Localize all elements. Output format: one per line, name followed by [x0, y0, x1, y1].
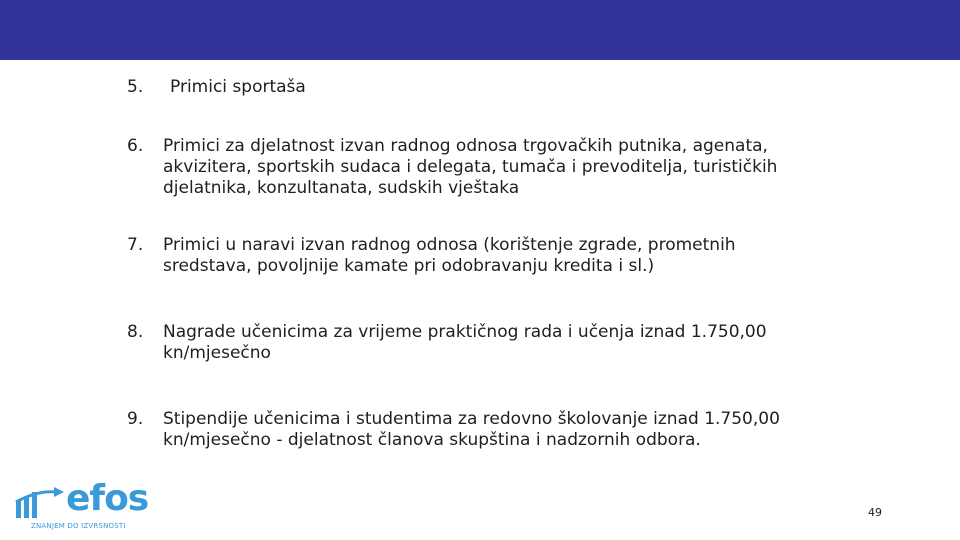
efos-logo	[14, 478, 154, 534]
bar-chart-arrow-icon	[14, 486, 70, 522]
item-text: Primici sportaša	[170, 77, 306, 97]
item-number: 5.	[127, 77, 144, 97]
item-number: 9.	[127, 409, 144, 429]
page-number: 49	[868, 506, 882, 519]
item-number: 8.	[127, 322, 144, 342]
header-bar	[0, 0, 960, 60]
item-number: 6.	[127, 136, 144, 156]
logo-tagline: ZNANJEM DO IZVRSNOSTI	[31, 522, 126, 530]
item-number: 7.	[127, 235, 144, 255]
item-text: Primici u naravi izvan radnog odnosa (korištenje zgrade, prometnih sredstava, povoljnije kamate pri odobravanju kredita i sl.)	[163, 235, 736, 276]
item-text: Primici za djelatnost izvan radnog odnosa trgovačkih putnika, agenata, akvizitera, sportskih sudaca i delegata, tumača i prevoditelja, turističkih djelatnika, konzultanata, sudskih vještaka	[163, 136, 778, 198]
item-text: Stipendije učenicima i studentima za redovno školovanje iznad 1.750,00 kn/mjesečno - djelatnost članova skupština i nadzornih odbora.	[163, 409, 780, 450]
item-text: Nagrade učenicima za vrijeme praktičnog rada i učenja iznad 1.750,00 kn/mjesečno	[163, 322, 767, 363]
logo-wordmark: efos	[66, 478, 149, 519]
